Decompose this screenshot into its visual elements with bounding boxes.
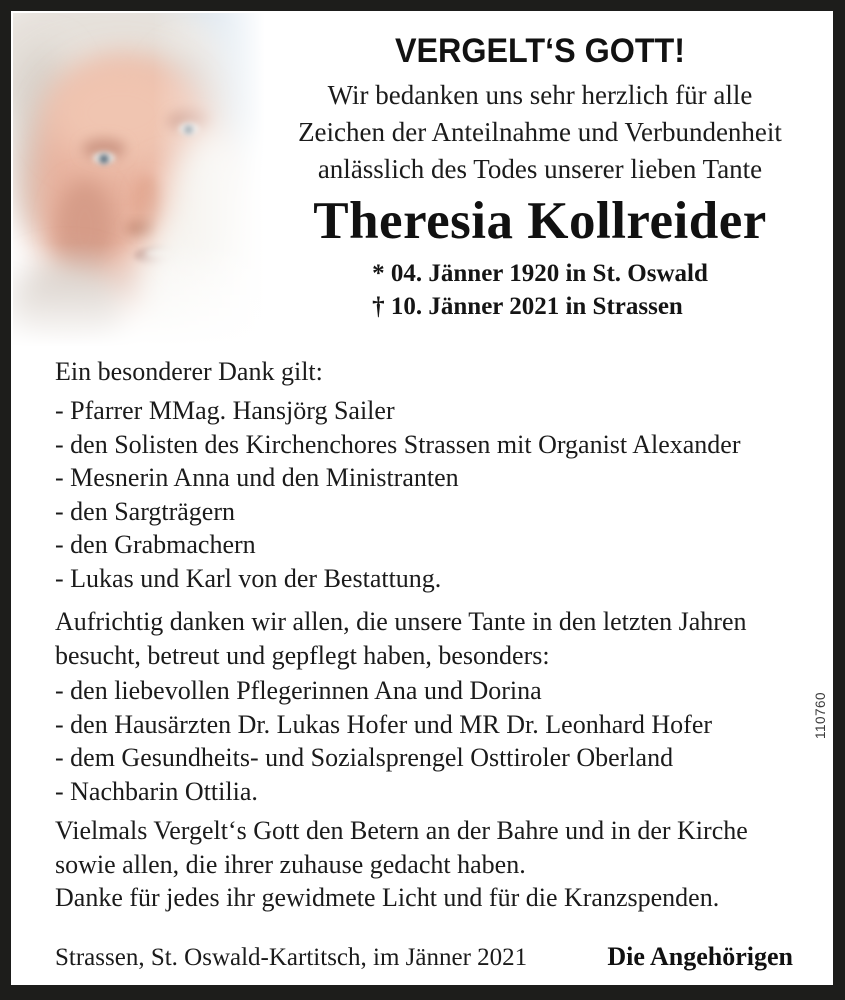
closing-paragraph: [55, 814, 825, 915]
birth-date-line: * 04. Jänner 1920 in St. Oswald: [372, 260, 708, 287]
notice-header: [251, 11, 829, 351]
closing-line: Danke für jedes ihr gewidmete Licht und für die Kranzspenden.: [55, 883, 720, 912]
closing-line: sowie allen, die ihrer zuhause gedacht haben.: [55, 849, 526, 879]
list-item: - Mesnerin Anna und den Ministranten: [55, 463, 459, 492]
life-dates: [251, 257, 829, 323]
thanks-list: [55, 394, 825, 595]
footer-place-date: Strassen, St. Oswald-Kartitsch, im Jänner 2021: [55, 944, 528, 971]
list-item: - Nachbarin Ottilia.: [55, 776, 258, 806]
footer-signature: Die Angehörigen: [607, 942, 793, 971]
notice-page: [11, 11, 833, 985]
footer: [55, 942, 793, 972]
intro-line: anlässlich des Todes unserer lieben Tante: [317, 154, 763, 184]
list-item: - Pfarrer MMag. Hansjörg Sailer: [55, 396, 395, 425]
list-item: - den Grabmachern: [55, 530, 256, 559]
life-dates-block: [372, 257, 708, 323]
care-paragraph-line: Aufrichtig danken wir allen, die unsere Tante in den letzten Jahren: [55, 607, 747, 636]
list-item: - den Solisten des Kirchenchores Strassen mit Organist Alexander: [55, 429, 741, 459]
thanks-heading: [55, 355, 825, 389]
thanks-heading-text: Ein besonderer Dank gilt:: [55, 357, 323, 386]
intro-line: Zeichen der Anteilnahme und Verbundenheit: [298, 117, 782, 147]
list-item: - den liebevollen Pflegerinnen Ana und Dorina: [55, 676, 542, 705]
death-date-line: † 10. Jänner 2021 in Strassen: [372, 293, 683, 320]
list-item: - den Sargträgern: [55, 496, 236, 526]
intro-paragraph: [251, 77, 829, 188]
list-item: - Lukas und Karl von der Bestattung.: [55, 563, 442, 593]
deceased-name: Theresia Kollreider: [313, 192, 767, 250]
care-paragraph: [55, 605, 825, 672]
care-list: [55, 674, 825, 808]
list-item: - dem Gesundheits- und Sozialsprengel Osttiroler Oberland: [55, 743, 674, 772]
reference-number: 110760: [813, 691, 828, 739]
intro-line: Wir bedanken uns sehr herzlich für alle: [327, 80, 753, 110]
list-item: - den Hausärzten Dr. Lukas Hofer und MR Dr. Leonhard Hofer: [55, 709, 713, 739]
closing-line: Vielmals Vergelt‘s Gott den Betern an der Bahre und in der Kirche: [55, 816, 748, 845]
portrait-photo-elderly-woman: [13, 13, 265, 347]
care-paragraph-line: besucht, betreut und gepflegt haben, besonders:: [55, 640, 550, 670]
headline: VERGELT‘S GOTT!: [394, 32, 686, 70]
